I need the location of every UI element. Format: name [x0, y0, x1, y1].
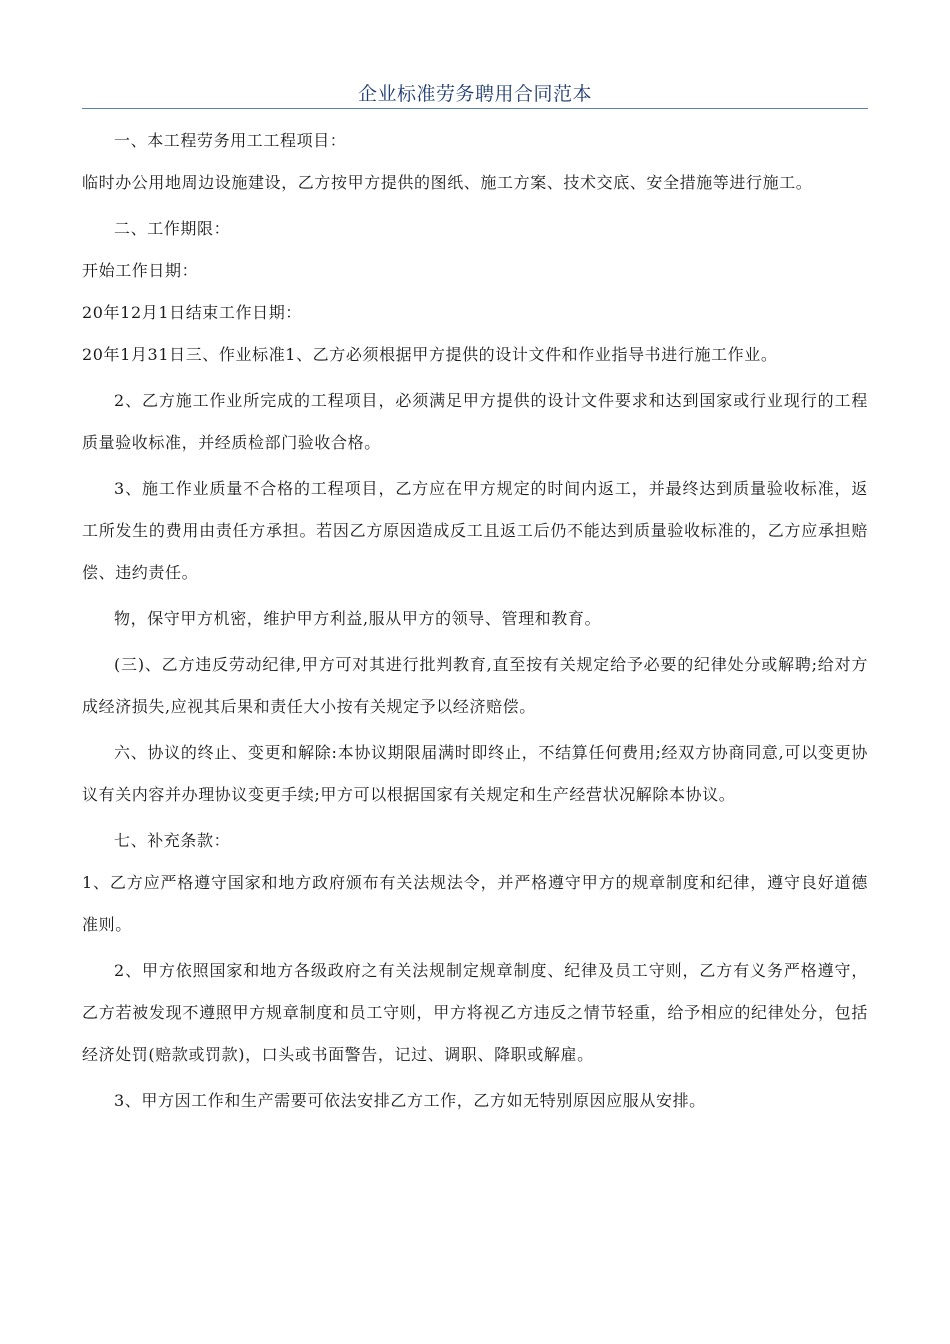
paragraph: 临时办公用地周边设施建设，乙方按甲方提供的图纸、施工方案、技术交底、安全措施等进行施工。: [82, 173, 813, 192]
paragraph: 1、乙方应严格遵守国家和地方政府颁布有关法规法令，并严格遵守甲方的规章制度和纪律，遵守良好道德准则。: [82, 873, 868, 934]
paragraph: 2、甲方依照国家和地方各级政府之有关法规制定规章制度、纪律及员工守则，乙方有义务严格遵守，乙方若被发现不遵照甲方规章制度和员工守则，甲方将视乙方违反之情节轻重，给予相应的纪律处分，包括经济处罚(赔款或罚款)，口头或书面警告，记过、调职、降职或解雇。: [82, 961, 868, 1064]
paragraph: 20年12月1日结束工作日期：: [82, 303, 302, 322]
paragraph: 20年1月31日三、作业标准1、乙方必须根据甲方提供的设计文件和作业指导书进行施工作业。: [82, 345, 778, 364]
title-divider: [82, 108, 868, 109]
paragraph: 物，保守甲方机密，维护甲方利益,服从甲方的领导、管理和教育。: [114, 609, 602, 628]
paragraph: 3、施工作业质量不合格的工程项目，乙方应在甲方规定的时间内返工，并最终达到质量验收标准，返工所发生的费用由责任方承担。若因乙方原因造成反工且返工后仍不能达到质量验收标准的，乙方应承担赔偿、违约责任。: [82, 479, 868, 582]
paragraph: (三)、乙方违反劳动纪律,甲方可对其进行批判教育,直至按有关规定给予必要的纪律处分或解聘;给对方成经济损失,应视其后果和责任大小按有关规定予以经济赔偿。: [82, 655, 868, 716]
document-title: 企业标准劳务聘用合同范本: [357, 83, 592, 105]
section-heading-2: 二、工作期限：: [114, 219, 231, 238]
paragraph: 六、协议的终止、变更和解除:本协议期限届满时即终止，不结算任何费用;经双方协商同意,可以变更协议有关内容并办理协议变更手续;甲方可以根据国家有关规定和生产经营状况解除本协议。: [82, 743, 868, 804]
paragraph: 3、甲方因工作和生产需要可依法安排乙方工作，乙方如无特别原因应服从安排。: [114, 1091, 706, 1110]
paragraph: 2、乙方施工作业所完成的工程项目，必须满足甲方提供的设计文件要求和达到国家或行业现行的工程质量验收标准，并经质检部门验收合格。: [82, 391, 868, 452]
section-heading-7: 七、补充条款：: [114, 831, 231, 850]
paragraph: 开始工作日期：: [82, 261, 199, 280]
document-body: [82, 120, 868, 1122]
section-heading-1: 一、本工程劳务用工工程项目：: [114, 131, 347, 150]
